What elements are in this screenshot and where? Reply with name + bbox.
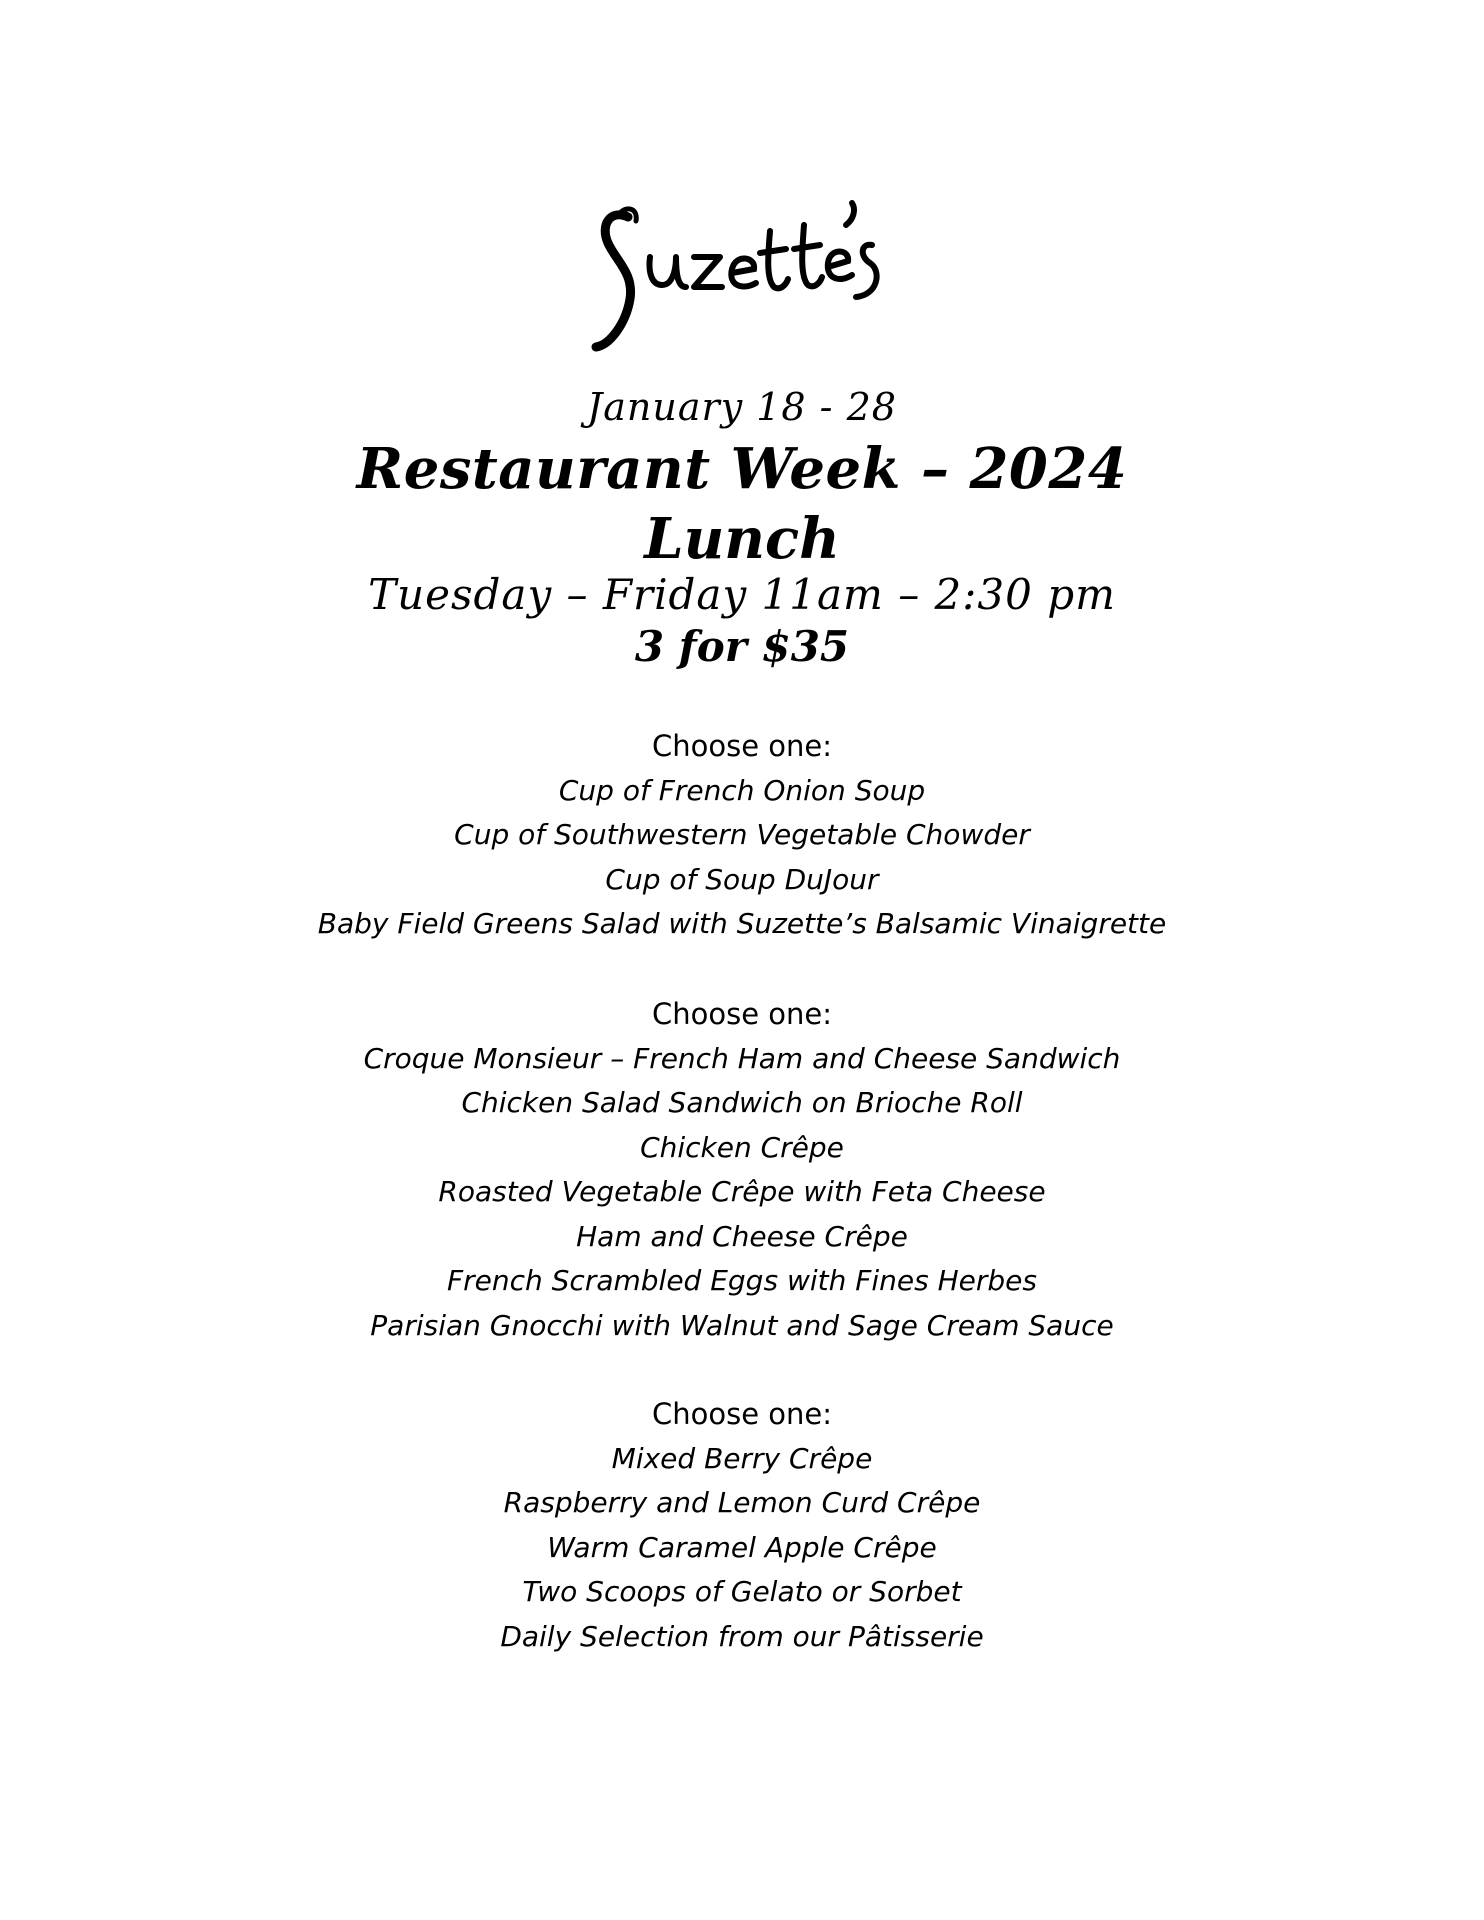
- prix-fixe-price: 3 for $35: [634, 622, 850, 671]
- menu-section-main-course: [0, 992, 1484, 1348]
- menu-section-dessert: [0, 1392, 1484, 1659]
- section-heading: Choose one:: [651, 729, 833, 763]
- service-hours: Tuesday – Friday 11am – 2:30 pm: [368, 570, 1116, 619]
- menu-item: Warm Caramel Apple Crêpe: [547, 1530, 937, 1564]
- section-heading: Choose one:: [651, 997, 833, 1031]
- menu-item: Croque Monsieur – French Ham and Cheese Sandwich: [363, 1041, 1121, 1075]
- menu-item: Chicken Crêpe: [640, 1130, 844, 1164]
- section-heading: Choose one:: [651, 1397, 833, 1431]
- menu-item: Daily Selection from our Pâtisserie: [500, 1619, 984, 1653]
- menu-item: Mixed Berry Crêpe: [611, 1441, 873, 1475]
- event-dates: January 18 - 28: [587, 385, 897, 429]
- menu-item: Cup of Southwestern Vegetable Chowder: [454, 818, 1030, 851]
- menu-item: Parisian Gnocchi with Walnut and Sage Cream Sauce: [370, 1308, 1114, 1342]
- menu-item: Raspberry and Lemon Curd Crêpe: [503, 1486, 981, 1519]
- menu-item: Cup of Soup DuJour: [605, 862, 879, 896]
- page-title: Restaurant Week – 2024: [356, 436, 1128, 502]
- suzettes-logo: [590, 195, 890, 355]
- menu-item: Baby Field Greens Salad with Suzette’s Balsamic Vinaigrette: [317, 907, 1167, 940]
- menu-item: Roasted Vegetable Crêpe with Feta Cheese: [438, 1175, 1046, 1208]
- menu-item: French Scrambled Eggs with Fines Herbes: [447, 1264, 1037, 1297]
- menu-item: Chicken Salad Sandwich on Brioche Roll: [461, 1086, 1023, 1119]
- meal-title: Lunch: [644, 506, 840, 572]
- menu-item: Two Scoops of Gelato or Sorbet: [522, 1575, 962, 1608]
- menu-item: Cup of French Onion Soup: [558, 773, 926, 807]
- menu-section-first-course: [0, 724, 1484, 947]
- menu-item: Ham and Cheese Crêpe: [576, 1219, 908, 1253]
